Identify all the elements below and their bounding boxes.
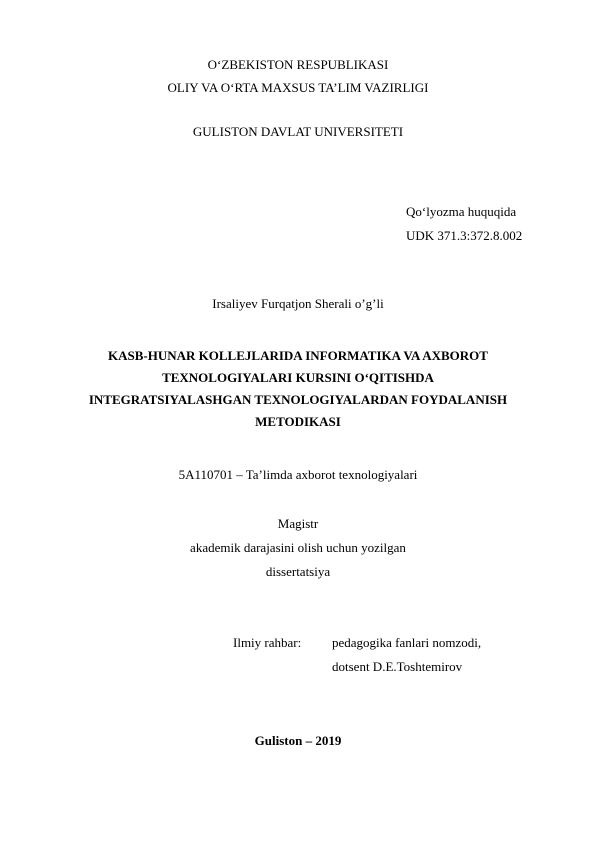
university-heading: GULISTON DAVLAT UNIVERSITETI	[192, 124, 404, 139]
degree-line-1: Magistr	[277, 516, 319, 531]
degree-line-2: akademik darajasini olish uchun yozilgan	[190, 540, 406, 555]
udk-code: UDK 371.3:372.8.002	[406, 228, 523, 243]
thesis-title-line-3: INTEGRATSIYALASHGAN TEXNOLOGIYALARDAN FOYDALANISH	[88, 392, 508, 407]
thesis-title-line-4: METODIKASI	[255, 414, 341, 429]
degree-line-3: dissertatsiya	[265, 564, 331, 579]
ministry-heading: OLIY VA O‘RTA MAXSUS TA’LIM VAZIRLIGI	[167, 80, 429, 95]
thesis-title	[0, 345, 596, 433]
supervisor-name: dotsent D.E.Toshtemirov	[332, 659, 463, 674]
specialty-code: 5A110701 – Ta’limda axborot texnologiyalari	[178, 467, 418, 482]
supervisor-title: pedagogika fanlari nomzodi,	[332, 635, 482, 650]
supervisor-label: Ilmiy rahbar:	[233, 635, 302, 650]
thesis-title-line-2: TEXNOLOGIYALARI KURSINI O‘QITISHDA	[162, 370, 434, 385]
place-year: Guliston – 2019	[254, 733, 342, 748]
thesis-title-line-1: KASB-HUNAR KOLLEJLARIDA INFORMATIKA VA AXBOROT	[108, 348, 488, 363]
author-name: Irsaliyev Furqatjon Sherali o’g’li	[212, 296, 384, 311]
republic-heading: O‘ZBEKISTON RESPUBLIKASI	[207, 57, 389, 72]
manuscript-rights: Qo‘lyozma huquqida	[406, 204, 517, 219]
